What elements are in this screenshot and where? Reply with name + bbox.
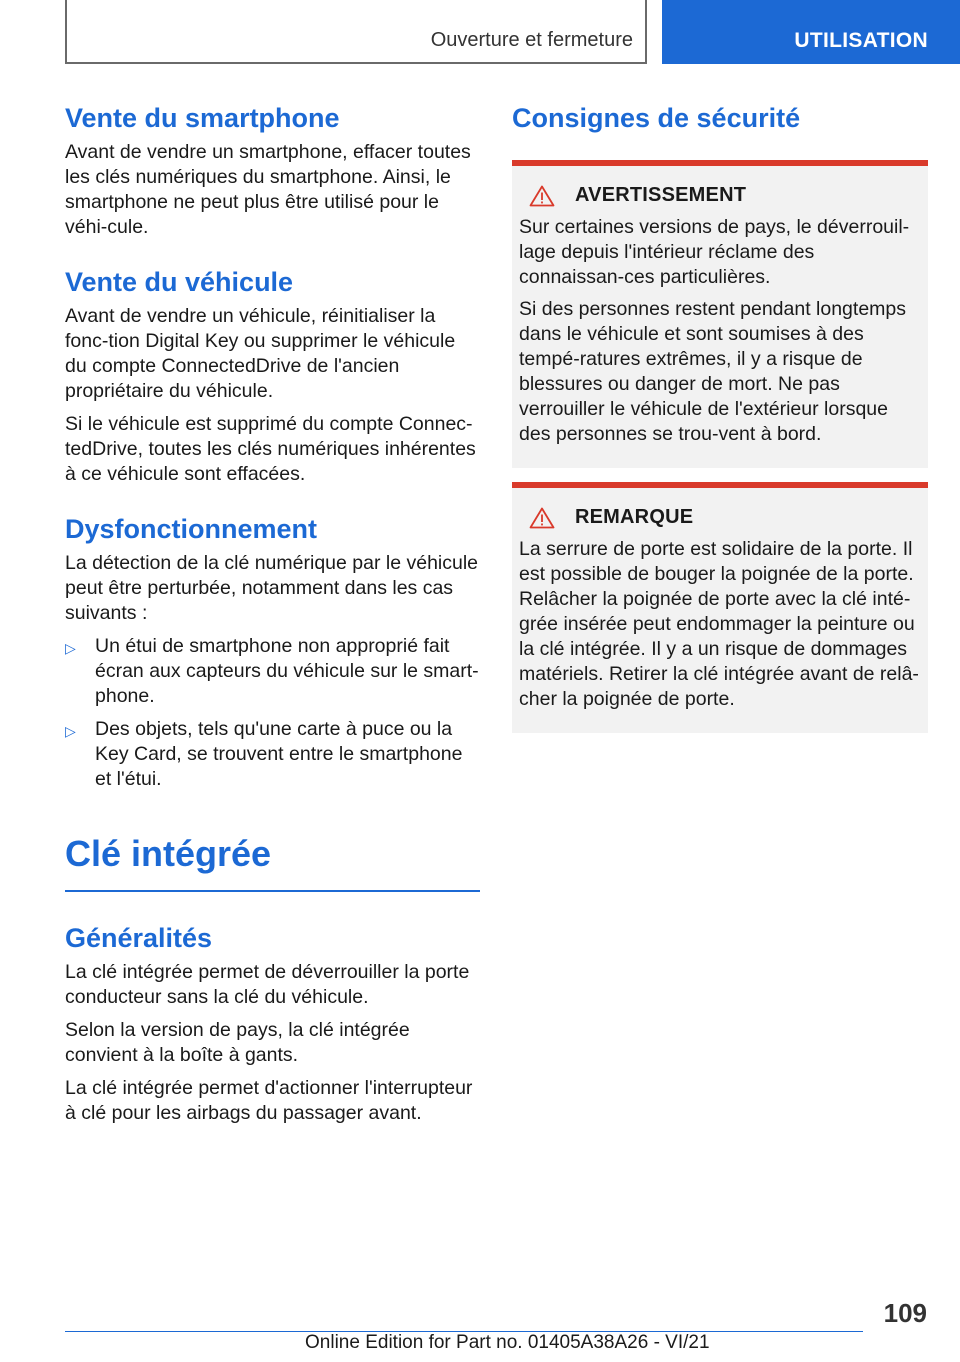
heading-vente-smartphone: Vente du smartphone [65, 103, 340, 133]
warning-title: AVERTISSEMENT [575, 184, 747, 206]
header-section-title: Ouverture et fermeture [430, 29, 633, 51]
chapter-divider [65, 890, 480, 892]
heading-dysfonctionnement: Dysfonctionnement [65, 514, 318, 544]
heading-consignes-securite: Consignes de sécurité [512, 103, 801, 133]
warning-triangle-icon [529, 507, 555, 529]
header-section-frame [65, 0, 647, 64]
paragraph: La serrure de porte est solidaire de la porte. Il est possible de bouger la poignée de la porte. Relâcher la poignée de porte avec la clé inté‐grée insérée peut endommager la peinture ou la clé intégrée. Il y a un risque de dommages matériels. Retirer la clé intégrée avant de relâ‐cher la poignée de porte. [519, 538, 919, 710]
heading-generalites: Généralités [65, 923, 213, 953]
triangle-bullet-icon: ▷ [65, 640, 76, 656]
paragraph: Si des personnes restent pendant longtemps dans le véhicule et sont soumises à des tempé‐ratures extrêmes, il y a risque de blessures ou danger de mort. Ne pas verrouiller le véhicule de l'extérieur lorsque des personnes se trou‐vent à bord. [519, 298, 907, 445]
paragraph: La clé intégrée permet d'actionner l'interrupteur à clé pour les airbags du passager avant. [65, 1077, 473, 1124]
chapter-title: Clé intégrée [65, 833, 272, 874]
paragraph: La détection de la clé numérique par le véhicule peut être perturbée, notamment dans les cas suivants : [65, 552, 479, 624]
paragraph: Sur certaines versions de pays, le déverrouil‐lage depuis l'intérieur réclame des connaissan‐ces particulières. [519, 216, 910, 288]
header-chapter-tab[interactable] [662, 0, 960, 64]
page-number: 109 [883, 1298, 927, 1328]
paragraph: Si le véhicule est supprimé du compte Connec‐tedDrive, toutes les clés numériques inhérentes à ce véhicule sont effacées. [65, 413, 476, 485]
bullet-list [65, 634, 480, 792]
paragraph: Avant de vendre un véhicule, réinitialiser la fonc‐tion Digital Key ou supprimer le véhicule du compte ConnectedDrive de l'ancien propriétaire du véhicule. [65, 305, 456, 402]
list-item-text: Des objets, tels qu'une carte à puce ou la Key Card, se trouvent entre le smartphone et l'étui. [95, 718, 463, 790]
triangle-bullet-icon: ▷ [65, 723, 76, 739]
warning-box [512, 160, 928, 468]
left-column [65, 100, 480, 1134]
footer-edition: Online Edition for Part no. 01405A38A26 - VI/21 [305, 1332, 710, 1353]
list-item [65, 634, 480, 709]
paragraph: La clé intégrée permet de déverrouiller la porte conducteur sans la clé du véhicule. [65, 961, 470, 1008]
paragraph: Avant de vendre un smartphone, effacer toutes les clés numériques du smartphone. Ainsi, le smartphone ne peut plus être utilisé pour le véhi‐cule. [65, 141, 471, 238]
heading-vente-vehicule: Vente du véhicule [65, 267, 294, 297]
notice-box [512, 482, 928, 733]
right-column [512, 100, 928, 747]
list-item [65, 717, 480, 792]
paragraph: Selon la version de pays, la clé intégrée convient à la boîte à gants. [65, 1019, 410, 1066]
notice-title: REMARQUE [575, 506, 694, 528]
list-item-text: Un étui de smartphone non approprié fait écran aux capteurs du véhicule sur le smart‐phone. [95, 635, 479, 707]
warning-triangle-icon [529, 185, 555, 207]
header-chapter-label: UTILISATION [794, 29, 928, 52]
